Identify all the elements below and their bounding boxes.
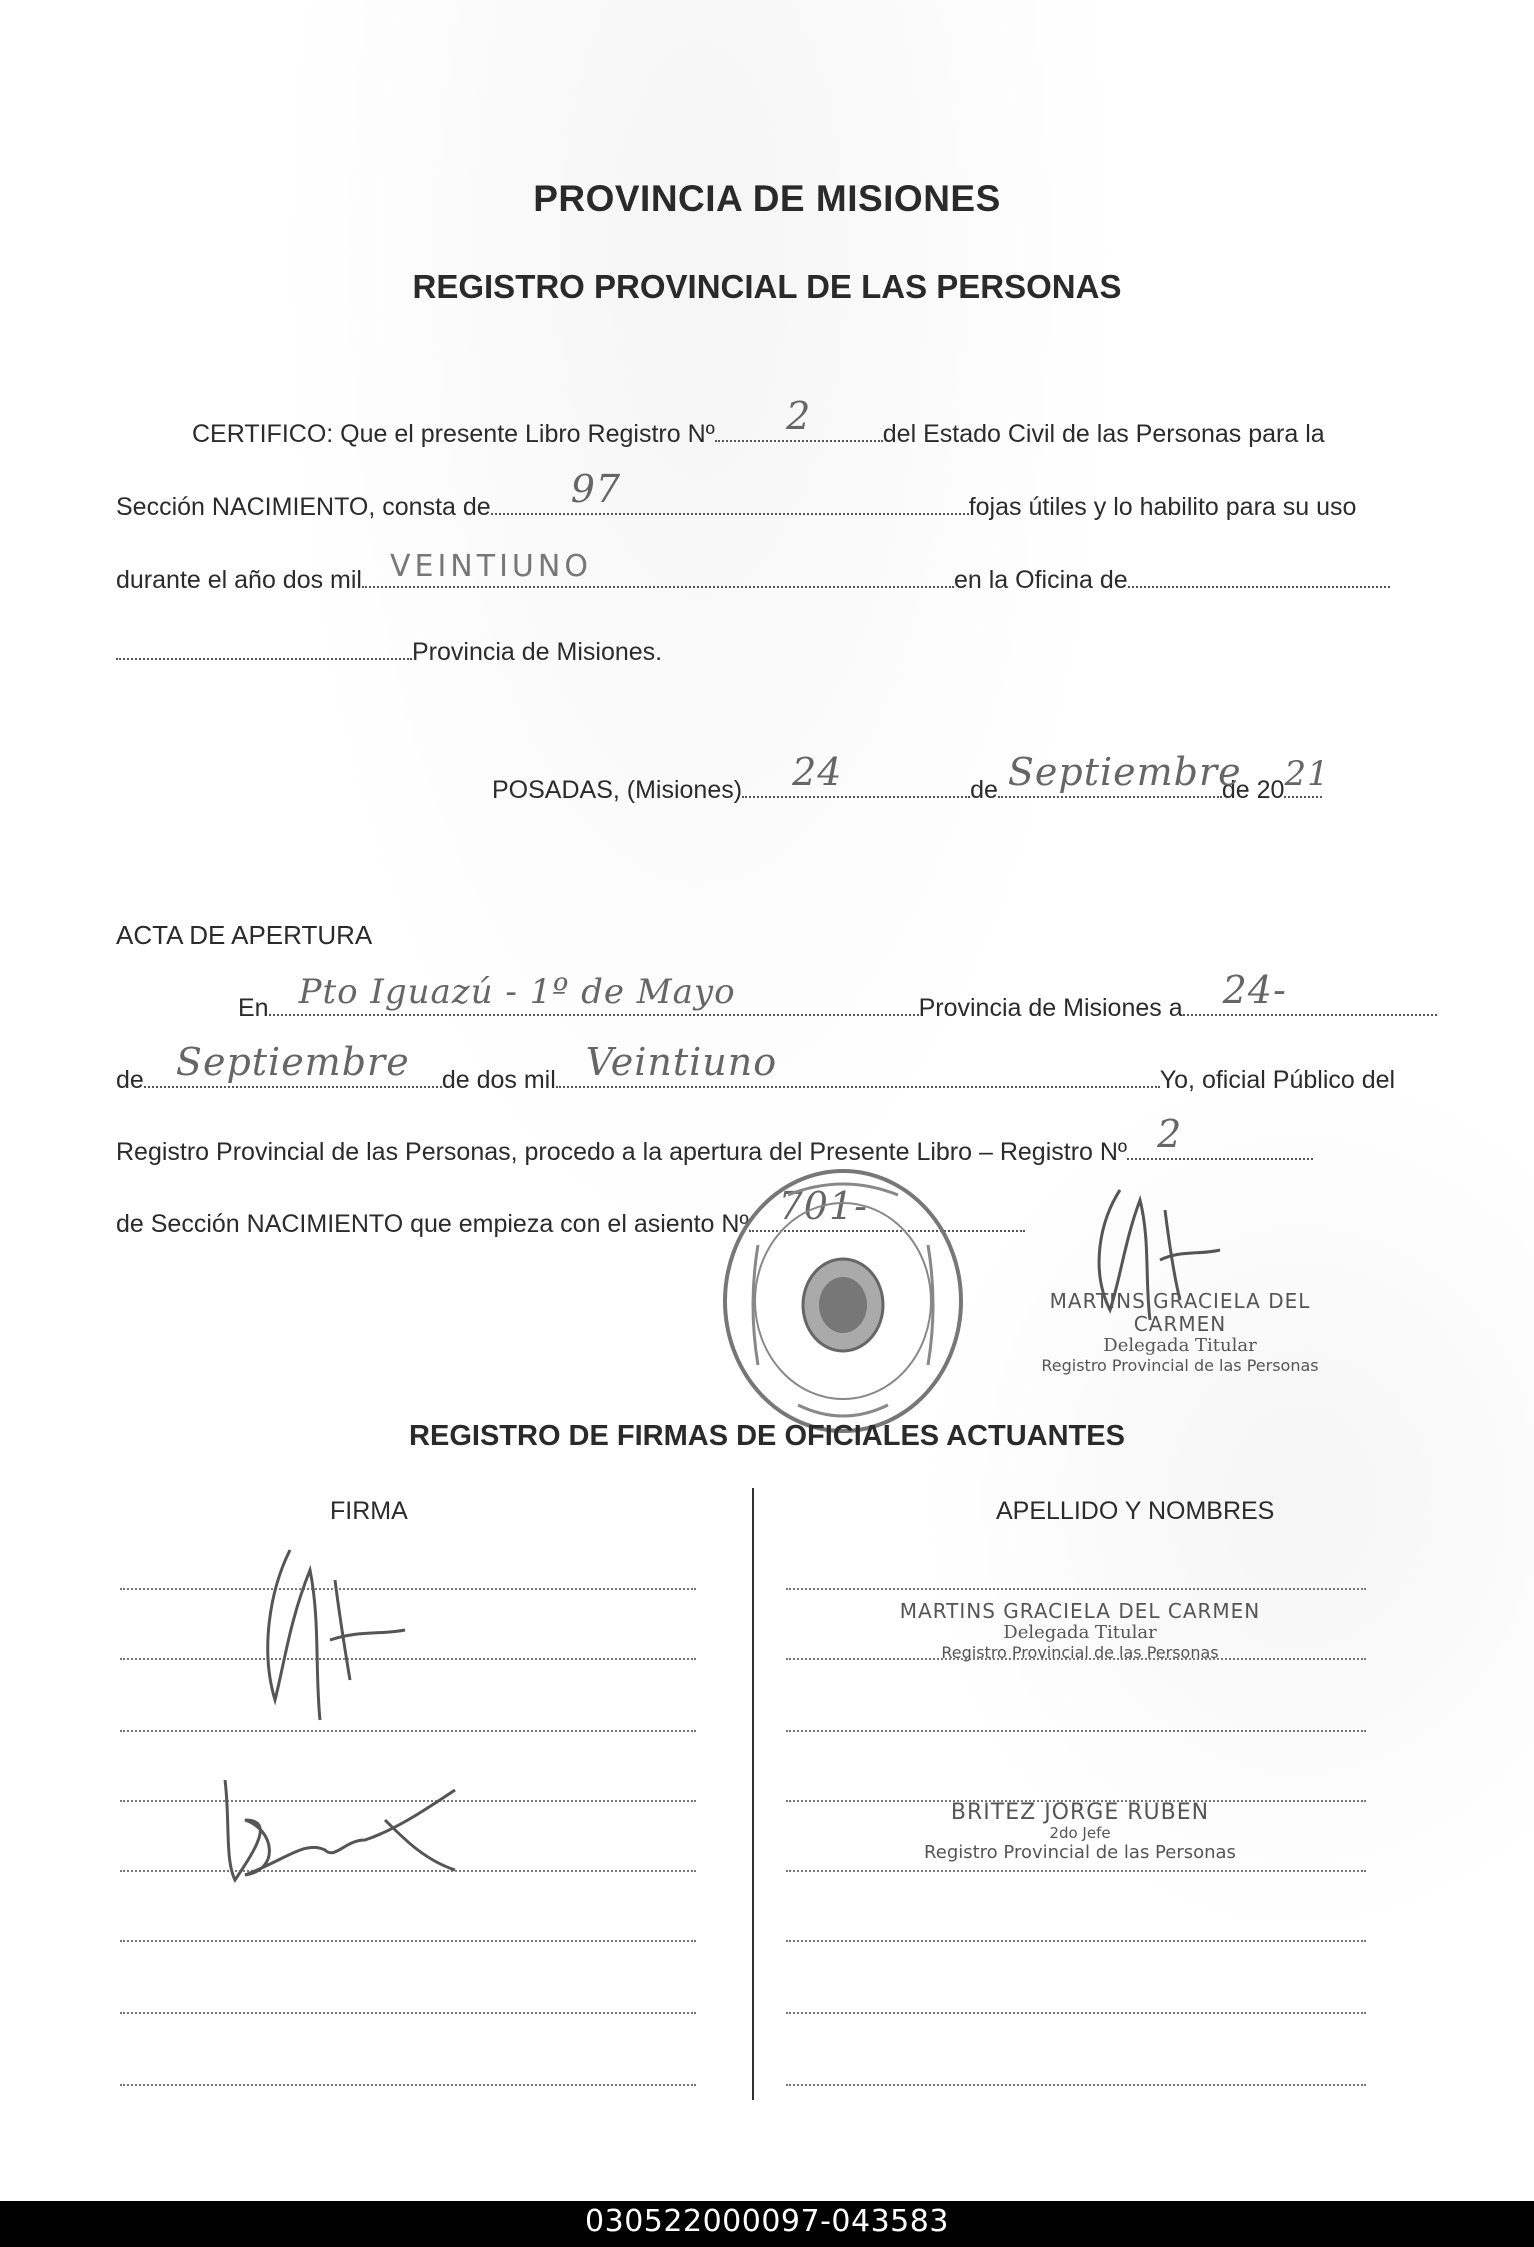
acta-line-3-text: Registro Provincial de las Personas, procedo a la apertura del Presente Libro – Registro Nº <box>116 1138 1128 1166</box>
name-stamp-1-office: Registro Provincial de las Personas <box>941 1642 1219 1662</box>
signature-1-icon <box>230 1530 430 1730</box>
col-signature-header: FIRMA <box>330 1497 408 1525</box>
acta-line-2 <box>116 1040 1396 1095</box>
registry-title: REGISTRO PROVINCIAL DE LAS PERSONAS <box>412 268 1122 305</box>
cert-date-day: 24 <box>792 750 843 794</box>
name-stamp-2-name: BRITEZ JORGE RUBEN <box>950 1800 1210 1825</box>
name-stamp-1 <box>880 1600 1280 1662</box>
cert-line-3-text: durante el año dos mil <box>116 566 362 594</box>
signatures-title: REGISTRO DE FIRMAS DE OFICIALES ACTUANTES <box>409 1420 1125 1452</box>
name-row <box>786 2084 1366 2086</box>
cert-date-line <box>492 750 1330 805</box>
name-row <box>786 1730 1366 1732</box>
cert-line-2 <box>116 467 1357 522</box>
acta-place: Pto Iguazú - 1º de Mayo <box>298 972 736 1012</box>
acta-heading: ACTA DE APERTURA <box>116 920 373 950</box>
official-seal-icon <box>718 1165 968 1437</box>
acta-year-words: Veintiuno <box>585 1040 778 1084</box>
name-row <box>786 1940 1366 1942</box>
province-title: PROVINCIA DE MISIONES <box>533 178 1001 219</box>
cert-date-month: Septiembre <box>1007 750 1242 794</box>
cert-line-3-text-b: en la Oficina de <box>953 566 1128 594</box>
name-row <box>786 2012 1366 2014</box>
acta-line-2-text-b: de dos mil <box>441 1066 556 1094</box>
signature-row <box>120 2012 696 2014</box>
cert-date-de: de <box>970 776 998 804</box>
col-names-header: APELLIDO Y NOMBRES <box>996 1497 1275 1525</box>
acta-line-2-text: de <box>116 1066 144 1094</box>
acta-entry-number: 701- <box>778 1184 868 1228</box>
cert-line-4-text: Provincia de Misiones. <box>412 638 663 666</box>
acta-month: Septiembre <box>175 1040 410 1084</box>
acta-line-1-text-b: Provincia de Misiones a <box>918 994 1183 1022</box>
cert-line-4 <box>116 638 662 667</box>
acta-line-1 <box>238 968 1437 1023</box>
cert-date-year-prefix: de 20 <box>1221 776 1285 804</box>
signature-2-icon <box>205 1770 475 1890</box>
document-id: 030522000097-043583 <box>585 2204 949 2239</box>
name-row <box>786 1870 1366 1872</box>
signature-row <box>120 1730 696 1732</box>
cert-date-year-suffix: 21 <box>1284 754 1330 794</box>
acta-line-3 <box>116 1112 1313 1167</box>
cert-date-city: POSADAS, (Misiones) <box>492 776 743 804</box>
name-stamp-2-office: Registro Provincial de las Personas <box>924 1841 1236 1863</box>
official-stamp-1-office: Registro Provincial de las Personas <box>1041 1355 1319 1375</box>
signature-row <box>120 1940 696 1942</box>
cert-book-number: 2 <box>786 394 812 438</box>
official-stamp-1-role: Delegada Titular <box>1103 1335 1257 1356</box>
name-stamp-2 <box>880 1800 1280 1863</box>
name-stamp-1-name: MARTINS GRACIELA DEL CARMEN <box>899 1599 1261 1623</box>
column-divider <box>752 1488 754 2100</box>
name-stamp-1-role: Delegada Titular <box>1003 1622 1157 1643</box>
cert-folios-count: 97 <box>570 467 622 511</box>
cert-line-2-text: Sección NACIMIENTO, consta de <box>116 493 491 521</box>
acta-book-number: 2 <box>1157 1112 1183 1156</box>
cert-line-1 <box>192 394 1325 449</box>
cert-line-1-text-b: del Estado Civil de las Personas para la <box>882 420 1325 448</box>
official-stamp-1 <box>1000 1290 1360 1375</box>
signature-row <box>120 2084 696 2086</box>
cert-line-3 <box>116 549 1390 595</box>
cert-line-2-text-b: fojas útiles y lo habilito para su uso <box>968 493 1357 521</box>
acta-line-4-text: de Sección NACIMIENTO que empieza con el asiento Nº <box>116 1210 749 1238</box>
official-stamp-1-name: MARTINS GRACIELA DEL CARMEN <box>1049 1289 1311 1336</box>
name-stamp-2-role: 2do Jefe <box>1049 1824 1111 1843</box>
name-row <box>786 1588 1366 1590</box>
acta-line-2-text-c: Yo, oficial Público del <box>1159 1066 1396 1094</box>
cert-line-1-text: CERTIFICO: Que el presente Libro Registro Nº <box>192 420 715 448</box>
cert-year-words: VEINTIUNO <box>389 549 592 584</box>
acta-day: 24- <box>1222 968 1287 1012</box>
acta-line-1-text: En <box>238 994 269 1022</box>
